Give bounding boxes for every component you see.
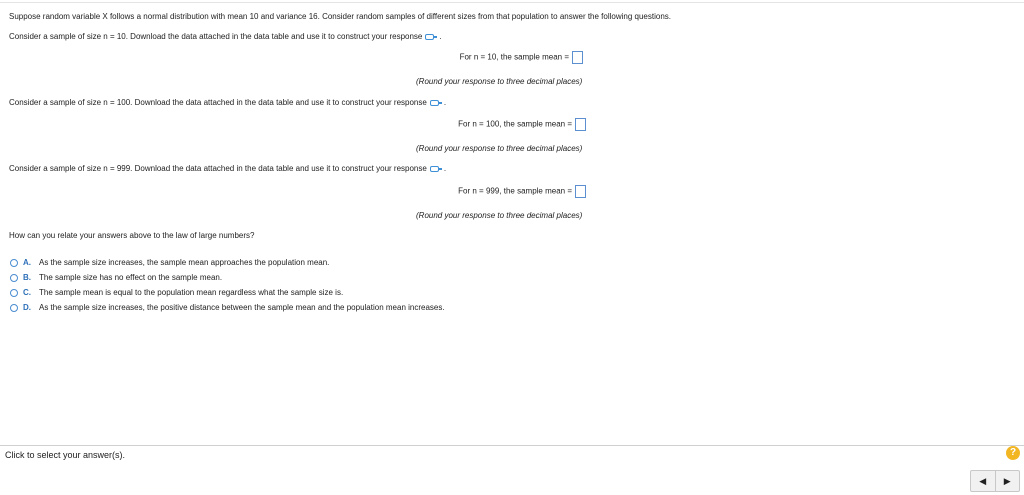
part-2-answer-label: For n = 100, the sample mean =	[458, 119, 572, 129]
prev-button[interactable]: ◀	[979, 475, 987, 486]
navigation-control	[970, 470, 1020, 492]
part-2-period: .	[443, 98, 447, 107]
part-1-answer-input[interactable]	[572, 51, 583, 64]
question-intro: Suppose random variable X follows a normal distribution with mean 10 and variance 16. Consider random samples of different sizes from that population to answer the following questions.	[9, 12, 671, 21]
help-icon[interactable]: ?	[1006, 446, 1020, 460]
footer-divider	[0, 445, 1024, 446]
radio-option-a[interactable]	[10, 259, 18, 267]
data-table-icon[interactable]	[430, 166, 439, 172]
next-button[interactable]: ▶	[1003, 475, 1011, 486]
data-table-icon[interactable]	[430, 100, 439, 106]
option-b-letter: B.	[23, 273, 31, 282]
radio-option-d[interactable]	[10, 304, 18, 312]
part-2-note: (Round your response to three decimal places)	[416, 144, 583, 153]
part-2-answer-row	[300, 118, 586, 131]
part-1-note: (Round your response to three decimal places)	[416, 77, 583, 86]
part-3-prompt	[9, 164, 446, 173]
option-a-text: As the sample size increases, the sample mean approaches the population mean.	[39, 258, 330, 267]
part-1-answer-row	[300, 51, 583, 64]
part-3-answer-row	[300, 185, 586, 198]
top-divider	[0, 2, 1024, 3]
option-d-text: As the sample size increases, the positive distance between the sample mean and the population mean increases.	[39, 303, 445, 312]
part-1-answer-label: For n = 10, the sample mean =	[459, 52, 569, 62]
part-1-prompt	[9, 32, 442, 41]
option-b[interactable]	[10, 273, 222, 282]
part-3-answer-label: For n = 999, the sample mean =	[458, 186, 572, 196]
status-text: Click to select your answer(s).	[5, 450, 126, 460]
radio-option-c[interactable]	[10, 289, 18, 297]
option-c[interactable]	[10, 288, 343, 297]
option-c-text: The sample mean is equal to the population mean regardless what the sample size is.	[39, 288, 344, 297]
part-3-note: (Round your response to three decimal places)	[416, 211, 583, 220]
option-a-letter: A.	[23, 258, 31, 267]
part-3-answer-input[interactable]	[575, 185, 586, 198]
option-c-letter: C.	[23, 288, 31, 297]
part-2-answer-input[interactable]	[575, 118, 586, 131]
option-d[interactable]	[10, 303, 445, 312]
option-b-text: The sample size has no effect on the sample mean.	[39, 273, 223, 282]
lln-question: How can you relate your answers above to the law of large numbers?	[9, 231, 255, 240]
option-a[interactable]	[10, 258, 329, 267]
part-1-period: .	[439, 32, 442, 41]
part-1-prompt-text: Consider a sample of size n = 10. Download the data attached in the data table and use it to construct your response	[9, 32, 423, 41]
radio-option-b[interactable]	[10, 274, 18, 282]
part-3-period: .	[443, 164, 447, 173]
part-3-prompt-text: Consider a sample of size n = 999. Download the data attached in the data table and use it to construct your response	[9, 164, 427, 173]
part-2-prompt	[9, 98, 446, 107]
part-2-prompt-text: Consider a sample of size n = 100. Download the data attached in the data table and use it to construct your response	[9, 98, 427, 107]
option-d-letter: D.	[23, 303, 31, 312]
data-table-icon[interactable]	[425, 34, 434, 40]
